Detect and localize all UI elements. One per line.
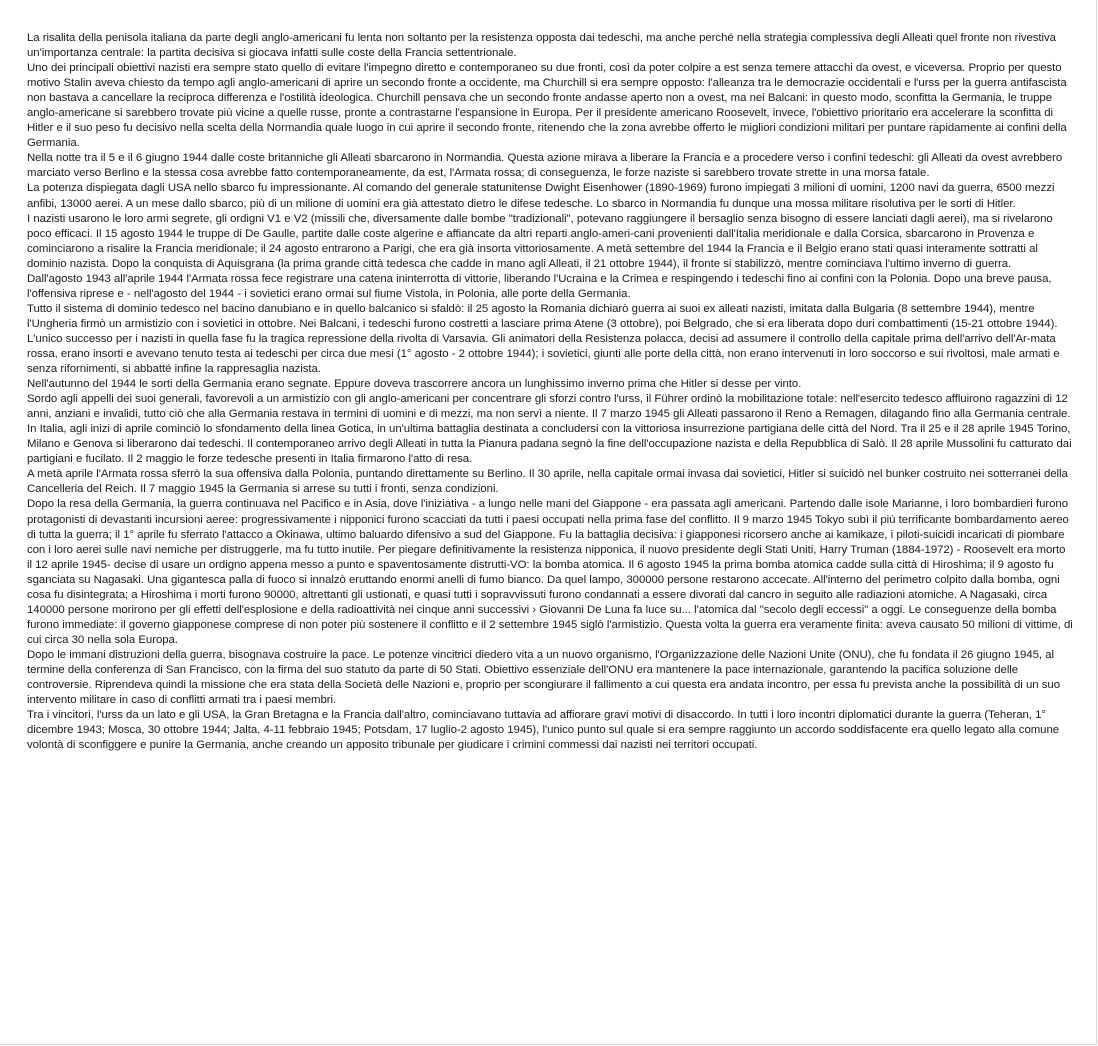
paragraph: Uno dei principali obiettivi nazisti era sempre stato quello di evitare l'impegno diretto e contemporaneo su due fronti, così da poter colpire a est senza temere attacchi da ovest, e viceversa. Proprio per questo motivo Stalin aveva chiesto da tempo agli anglo-americani di aprire un secondo fronte a occidente, ma Churchill si era sempre opposto: l'alleanza tra le democrazie occidentali e l'urss per la guerra antifascista non bastava a cancellare la reciproca differenza e l'ostilità ideologica. Churchill pensava che un secondo fronte andasse aperto non a ovest, ma nei Balcani: in questo modo, sconfitta la Germania, le truppe anglo-americane si sarebbero trovate più vicine a quelle russe, pronte a contrastarne l'espansione in Europa. Per il presidente americano Roosevelt, invece, l'obiettivo prioritario era accelerare la sconfitta di Hitler e il suo peso fu decisivo nella scelta della Normandia quale luogo in cui aprire il secondo fronte, ritenendo che la zona avrebbe offerto le migliori condizioni militari per puntare rapidamente ai confini della Germania. [27, 62, 1067, 150]
paragraph: Tra i vincitori, l'urss da un lato e gli USA, la Gran Bretagna e la Francia dall'altro, cominciavano tuttavia ad affiorare gravi motivi di disaccordo. In tutti i loro incontri diplomatici durante la guerra (Teheran, 1° dicembre 1943; Mosca, 30 ottobre 1944; Jalta, 4-11 febbraio 1945; Potsdam, 17 luglio-2 agosto 1945), l'unico punto sul quale si era sempre raggiunto un accordo soddisfacente era quello legato alla comune volontà di sconfiggere e punire la Germania, anche creando un apposito tribunale per giudicare i crimini commessi dai nazisti nei territori occupati. [27, 709, 1060, 752]
paragraph: In Italia, agli inizi di aprile cominciò lo sfondamento della linea Gotica, in un'ultima battaglia destinata a concludersi con la vittoriosa insurrezione partigiana delle città del Nord. Tra il 25 e il 28 aprile 1945 Torino, Milano e Genova si liberarono dai tedeschi. Il contemporaneo arrivo degli Alleati in tutta la Pianura padana segnò la fine dell'occupazione nazista e della Repubblica di Salò. Il 28 aprile Mussolini fu catturato dai partigiani e fucilato. Il 2 maggio le forze tedesche presenti in Italia firmarono l'atto di resa. [27, 423, 1072, 466]
paragraph: Tutto il sistema di dominio tedesco nel bacino danubiano e in quello balcanico si sfaldò: il 25 agosto la Romania dichiarò guerra ai suoi ex alleati nazisti, imitata dalla Bulgaria (8 settembre 1944), mentre l'Ungheria firmò un armistizio con i sovietici in ottobre. Nei Balcani, i tedeschi furono costretti a lasciare prima Atene (3 ottobre), poi Belgrado, che si era liberata dopo duri combattimenti (15-21 ottobre 1944). L'unico successo per i nazisti in quella fase fu la tragica repressione della rivolta di Varsavia. Gli animatori della Resistenza polacca, decisi ad assumere il controllo della capitale prima dell'arrivo dell'Ar-mata rossa, erano insorti e avevano tenuto testa ai tedeschi per circa due mesi (1° agosto - 2 ottobre 1944); i sovietici, giunti alle porte della città, non erano intervenuti in loro soccorso e sui rivoltosi, male armati e senza rifornimenti, si abbatté infine la rappresaglia nazista. [27, 302, 1060, 376]
paragraph: Dall'agosto 1943 all'aprile 1944 l'Armata rossa fece registrare una catena ininterrotta di vittorie, liberando l'Ucraina e la Crimea e respingendo i tedeschi fino ai confini con la Polonia. Dopo una breve pausa, l'offensiva riprese e - nell'agosto del 1944 - i sovietici erano ormai sul fiume Vistola, in Polonia, alle porte della Germania. [27, 272, 1052, 300]
paragraph: I nazisti usarono le loro armi segrete, gli ordigni V1 e V2 (missili che, diversamente dalle bombe "tradizionali", potevano raggiungere il bersaglio senza bisogno di essere lanciati dagli aerei), ma si rivelarono poco efficaci. Il 15 agosto 1944 le truppe di De Gaulle, partite dalle coste algerine e affiancate da altri reparti anglo-ameri-cani provenienti dall'Italia meridionale e dalla Corsica, sbarcarono in Provenza e cominciarono a risalire la Francia meridionale; il 24 agosto entrarono a Parigi, che era già insorta vittoriosamente. A metà settembre del 1944 la Francia e il Belgio erano stati quasi interamente sottratti al dominio nazista. Dopo la conquista di Aquisgrana (la prima grande città tedesca che cadde in mano agli Alleati, il 21 ottobre 1944), il fronte si stabilizzò, mentre cominciava l'ultimo inverno di guerra. [27, 212, 1053, 270]
paragraph: La potenza dispiegata dagli USA nello sbarco fu impressionante. Al comando del generale statunitense Dwight Eisenhower (1890-1969) furono impiegati 3 milioni di uomini, 1200 navi da guerra, 6500 mezzi anfibi, 13000 aerei. A un mese dallo sbarco, più di un milione di uomini era già attestato dietro le difese tedesche. Lo sbarco in Normandia fu dunque una mossa militare risolutiva per le sorti di Hitler. [27, 182, 1055, 210]
paragraph: Dopo la resa della Germania, la guerra continuava nel Pacifico e in Asia, dove l'iniziativa - a lungo nelle mani del Giappone - era passata agli americani. Partendo dalle isole Marianne, i loro bombardieri furono protagonisti di devastanti incursioni aeree: progressivamente i nipponici furono scacciati da tutti i paesi occupati nella prima fase del conflitto. Il 9 marzo 1945 Tokyo subì il più terrificante bombardamento aereo di tutta la guerra; il 1° aprile fu sferrato l'attacco a Okinawa, ultimo baluardo difensivo a sud del Giappone. Fu la battaglia decisiva: i giapponesi ricorsero anche ai kamikaze, i piloti-suicidi incaricati di piombare con i loro aerei sulle navi nemiche per distruggerle, ma fu tutto inutile. Per piegare definitivamente la resistenza nipponica, il nuovo presidente degli Stati Uniti, Harry Truman (1884-1972) - Roosevelt era morto il 12 aprile 1945- decise di usare un ordigno appena messo a punto e spaventosamente distrutti-VO: la bomba atomica. Il 6 agosto 1945 la prima bomba atomica cadde sulla città di Hiroshima; il 9 agosto fu sganciata su Nagasaki. Una gigantesca palla di fuoco si innalzò eruttando enormi anelli di fumo bianco. Da quel lampo, 300000 persone restarono accecate. All'interno del perimetro colpito dalla bomba, ogni cosa fu disintegrata; a Hiroshima i morti furono 90000, altrettanti gli ustionati, e quasi tutti i sopravvissuti furono condannati a essere divorati dal cancro in seguito alle radiazioni atomiche. A Nagasaki, circa 140000 persone morirono per gli effetti dell'esplosione e della radioattività nei cinque anni successivi › Giovanni De Luna fa luce su... l'atomica dal "secolo degli eccessi" a oggi. Le conseguenze della bomba furono immediate: il governo giapponese comprese di non poter più sostenere il conflitto e il 2 settembre 1945 siglò l'armistizio. Questa volta la guerra era veramente finita: aveva causato 50 milioni di vittime, di cui circa 30 nella sola Europa. [27, 498, 1073, 646]
paragraph: Nell'autunno del 1944 le sorti della Germania erano segnate. Eppure doveva trascorrere ancora un lunghissimo inverno prima che Hitler si desse per vinto. [27, 378, 802, 391]
paragraph: Nella notte tra il 5 e il 6 giugno 1944 dalle coste britanniche gli Alleati sbarcarono in Normandia. Questa azione mirava a liberare la Francia e a procedere verso i confini tedeschi: gli Alleati da ovest avrebbero marciato verso Berlino e la stessa cosa avrebbe fatto contemporaneamente, da est, l'Armata rossa; di conseguenza, le forze naziste si sarebbero trovate strette in una morsa fatale. [27, 152, 1063, 180]
paragraph: La risalita della penisola italiana da parte degli anglo-americani fu lenta non soltanto per la resistenza opposta dai tedeschi, ma anche perché nella strategia complessiva degli Alleati quel fronte non rivestiva un'importanza centrale: la partita decisiva si giocava infatti sulle coste della Francia settentrionale. [27, 32, 1056, 60]
paragraph: A metà aprile l'Armata rossa sferrò la sua offensiva dalla Polonia, puntando direttamente su Berlino. Il 30 aprile, nella capitale ormai invasa dai sovietici, Hitler si suicidò nel bunker costruito nei sotterranei della Cancelleria del Reich. Il 7 maggio 1945 la Germania si arrese su tutti i fronti, senza condizioni. [27, 468, 1068, 496]
paragraph: Dopo le immani distruzioni della guerra, bisognava costruire la pace. Le potenze vincitrici diedero vita a un nuovo organismo, l'Organizzazione delle Nazioni Unite (ONU), che fu fondata il 26 giugno 1945, al termine della conferenza di San Francisco, con la firma del suo statuto da parte di 50 Stati. Obiettivo essenziale dell'ONU era mantenere la pace internazionale, garantendo la pacifica soluzione delle controversie. Riprendeva quindi la missione che era stata della Società delle Nazioni e, proprio per scongiurare il fallimento a cui questa era andata incontro, per essa fu prevista anche la possibilità di un suo intervento militare in caso di conflitti armati tra i paesi membri. [27, 648, 1061, 707]
paragraph: Sordo agli appelli dei suoi generali, favorevoli a un armistizio con gli anglo-americani per concentrare gli sforzi contro l'urss, il Führer ordinò la mobilitazione totale: nell'esercito tedesco affluirono ragazzini di 12 anni, anziani e invalidi, tutto ciò che alla Germania restava in termini di uomini e di mezzi, ma non servì a niente. Il 7 marzo 1945 gli Alleati passarono il Reno a Remagen, dilagando fino alla Germania centrale. [27, 393, 1071, 421]
document-body [27, 31, 1073, 753]
